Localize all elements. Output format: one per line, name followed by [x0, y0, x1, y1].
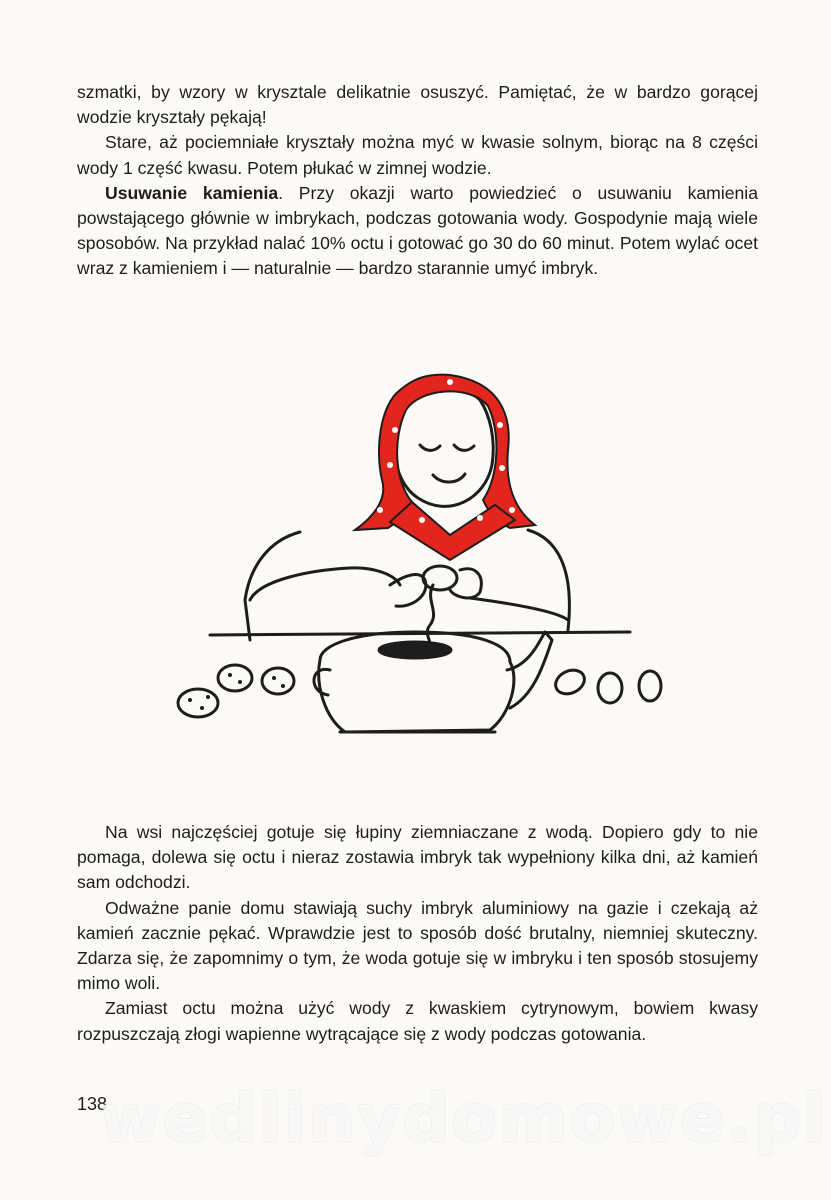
woman-body: [245, 530, 569, 640]
paragraph-2: Stare, aż pociemniałe kryształy można myć w kwasie solnym, biorąc na 8 części wody 1 część kwasu. Potem płukać w zimnej wodzie.: [77, 132, 758, 178]
paragraph-3: [77, 181, 758, 282]
illustration: [150, 370, 680, 780]
right-arm: [470, 598, 568, 620]
potato-left-3: [262, 668, 294, 694]
peeled-potato: [423, 566, 457, 590]
potato-right-2: [598, 673, 622, 703]
paragraph-4: Na wsi najczęściej gotuje się łupiny ziemniaczane z wodą. Dopiero gdy to nie pomaga, dolewa się octu i nieraz zostawia imbryk tak wypełniony kilka dni, aż kamień sam odchodzi.: [77, 822, 758, 893]
headscarf: [355, 375, 535, 560]
potato-left-2: [218, 665, 252, 691]
potato-right-3: [639, 671, 661, 701]
top-text-block: [77, 80, 758, 282]
eye-left: [420, 445, 440, 450]
mouth: [433, 474, 465, 482]
section-heading: Usuwanie kamienia: [105, 182, 279, 203]
paragraph-6: Zamiast octu można użyć wody z kwaskiem cytrynowym, bowiem kwasy rozpuszczają złogi wapienne wytrącające się z wody podczas gotowania.: [77, 998, 758, 1044]
paragraph-3-text: . Przy okazji warto powiedzieć o usuwaniu kamienia powstającego głównie w imbrykach, podczas gotowania wody. Gospodynie mają wiele sposobów. Na przykład nalać 10% octu i gotować go 30 do 60 minut. Potem wylać ocet wraz z kamieniem i — naturalnie — bardzo starannie umyć imbryk.: [77, 182, 758, 279]
page-number: 138: [77, 1094, 108, 1114]
face: [394, 400, 493, 506]
paragraph-1: szmatki, by wzory w krysztale delikatnie osuszyć. Pamiętać, że w bardzo gorącej wodzie kryształy pękają!: [77, 82, 758, 128]
watermark: wedlinydomowe.pl: [100, 1080, 828, 1157]
eye-right: [454, 445, 474, 450]
potato-right-1: [552, 666, 588, 699]
left-arm: [250, 568, 400, 600]
bottom-text-block: [77, 820, 758, 1047]
potato-left-1: [178, 689, 218, 717]
kettle-opening: [379, 642, 451, 658]
paragraph-5: Odważne panie domu stawiają suchy imbryk aluminiowy na gazie i czekają aż kamień zacznie pękać. Wprawdzie jest to sposób dość brutalny, niemniej skuteczny. Zdarza się, że zapomnimy o tym, że woda gotuje się w imbryku i ten sposób stosujemy mimo woli.: [77, 897, 758, 994]
